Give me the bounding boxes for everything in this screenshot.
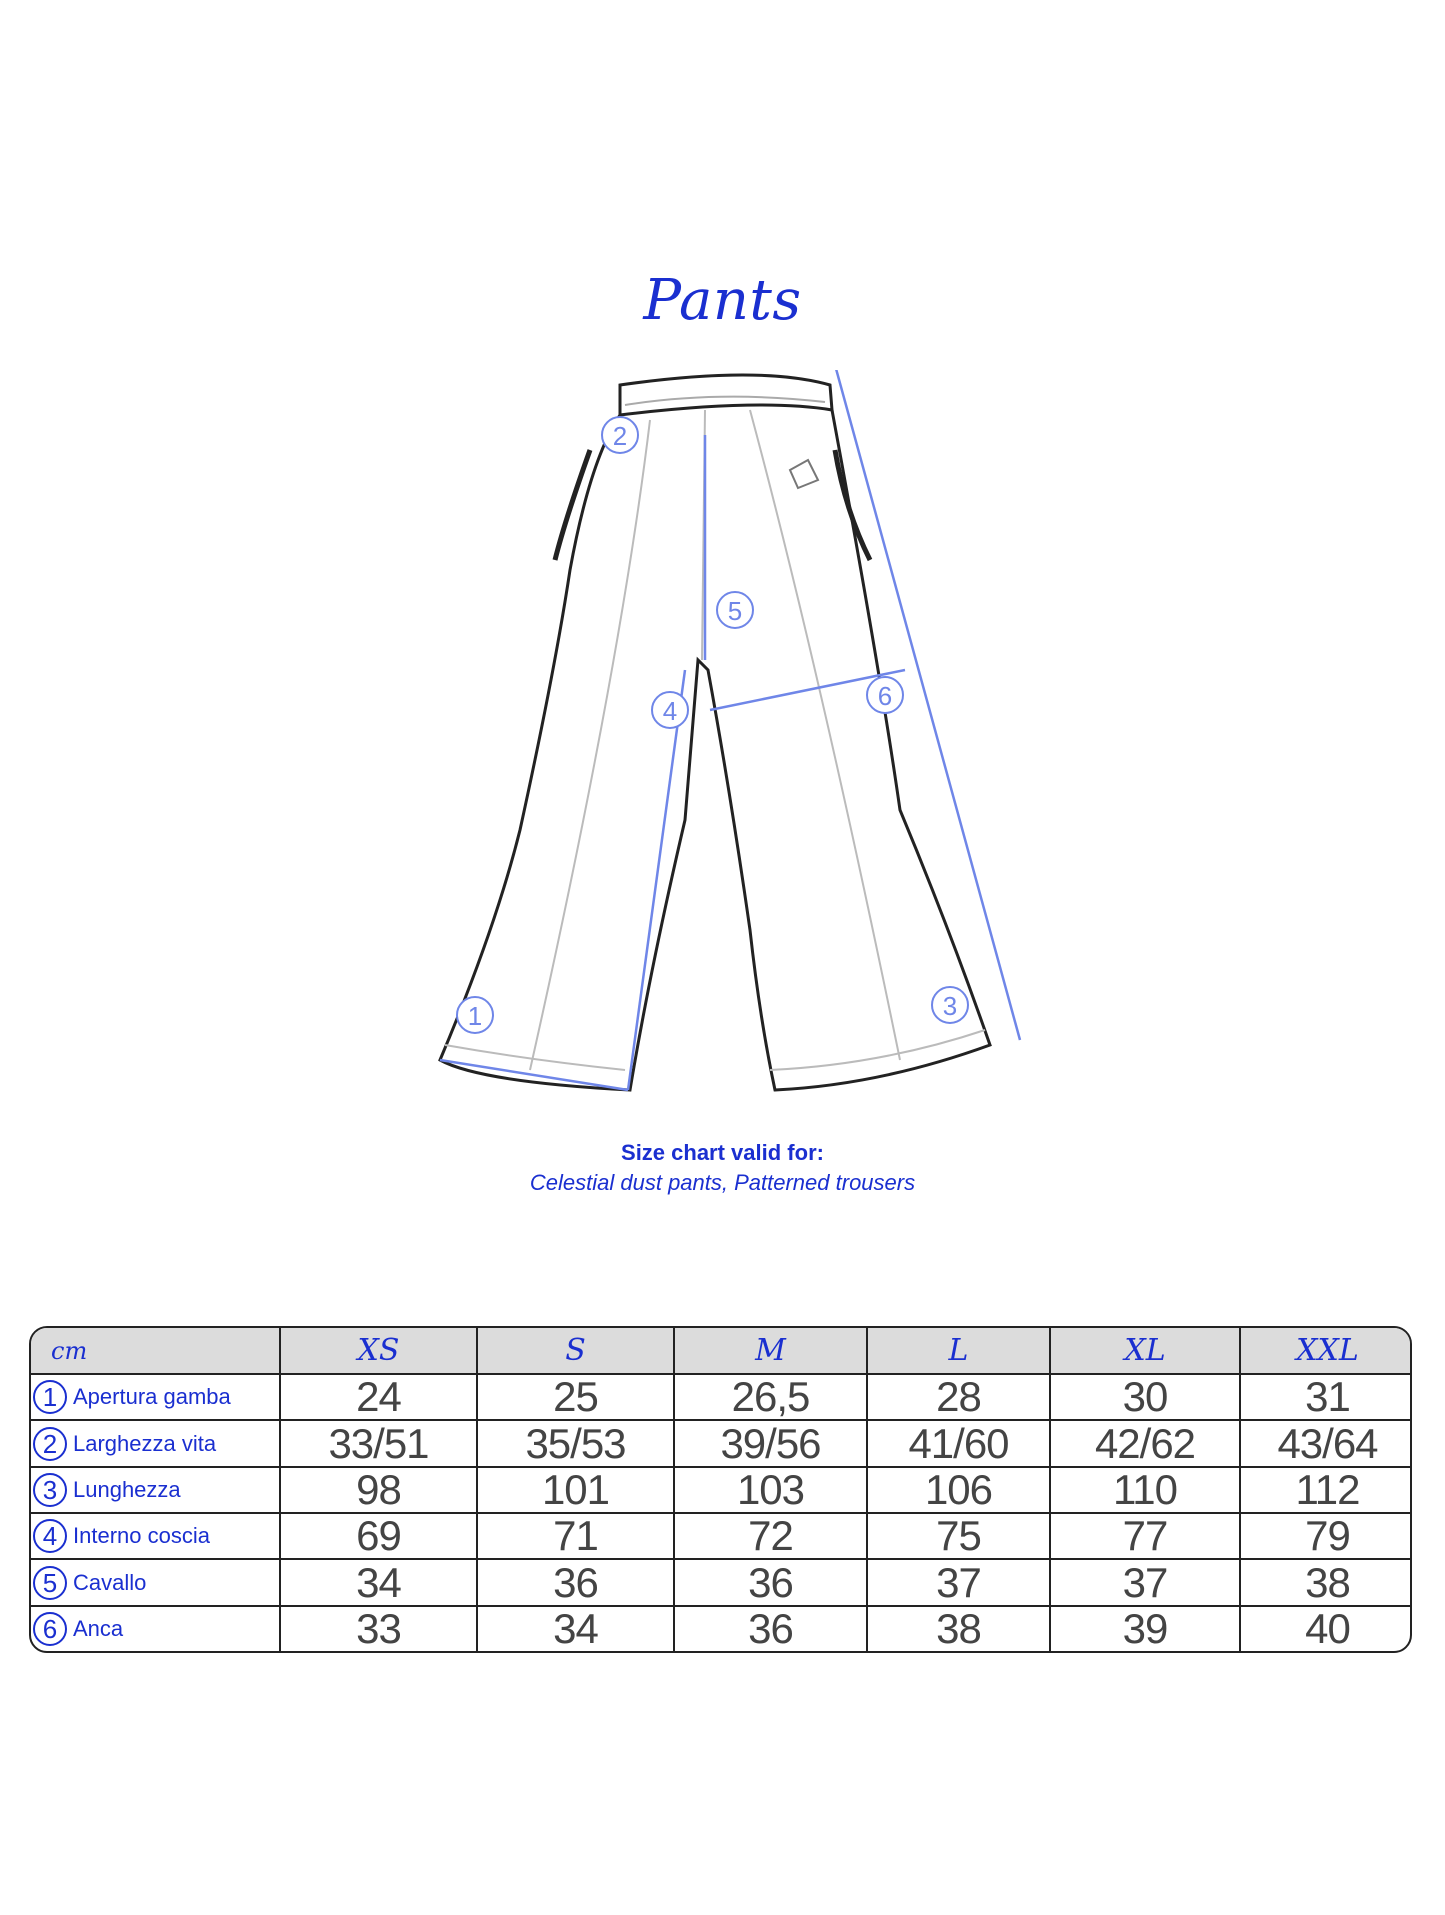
table-cell: 34 <box>477 1606 674 1651</box>
size-header-xl: XL <box>1050 1328 1240 1374</box>
table-cell: 37 <box>867 1559 1050 1605</box>
table-cell: 39 <box>1050 1606 1240 1651</box>
table-cell: 31 <box>1240 1374 1412 1420</box>
page-title: Pants <box>643 268 802 333</box>
waistband <box>620 375 832 415</box>
row-label-text: Apertura gamba <box>73 1384 231 1410</box>
table-cell: 79 <box>1240 1513 1412 1559</box>
table-row <box>31 1559 1412 1605</box>
unit-header: cm <box>31 1328 280 1374</box>
table-cell: 69 <box>280 1513 477 1559</box>
table-cell: 36 <box>477 1559 674 1605</box>
row-number-badge: 3 <box>33 1473 67 1507</box>
table-cell: 39/56 <box>674 1420 867 1466</box>
row-label-text: Lunghezza <box>73 1476 181 1502</box>
table-cell: 98 <box>280 1467 477 1513</box>
table-cell: 106 <box>867 1467 1050 1513</box>
table-cell: 72 <box>674 1513 867 1559</box>
measure-line-inseam <box>628 670 685 1090</box>
row-label <box>31 1374 280 1420</box>
marker-5 <box>717 592 753 628</box>
size-header-xs: XS <box>280 1328 477 1374</box>
row-number-badge: 1 <box>33 1380 67 1414</box>
table-cell: 26,5 <box>674 1374 867 1420</box>
row-label <box>31 1606 280 1651</box>
table-row <box>31 1420 1412 1466</box>
table-cell: 35/53 <box>477 1420 674 1466</box>
table-row <box>31 1467 1412 1513</box>
table-cell: 34 <box>280 1559 477 1605</box>
pants-outline <box>440 410 990 1090</box>
size-header-l: L <box>867 1328 1050 1374</box>
svg-text:6: 6 <box>877 681 893 711</box>
table-cell: 41/60 <box>867 1420 1050 1466</box>
row-label <box>31 1559 280 1605</box>
size-table <box>29 1326 1412 1653</box>
table-row <box>31 1374 1412 1420</box>
waistband-inner <box>625 397 825 405</box>
table-cell: 110 <box>1050 1467 1240 1513</box>
size-header-m: M <box>674 1328 867 1374</box>
row-label-text: Anca <box>73 1615 124 1641</box>
table-cell: 112 <box>1240 1467 1412 1513</box>
marker-3 <box>932 987 968 1023</box>
marker-1 <box>457 997 493 1033</box>
measure-line-leg-opening <box>440 1060 628 1090</box>
table-cell: 33 <box>280 1606 477 1651</box>
table-cell: 36 <box>674 1606 867 1651</box>
marker-2 <box>602 417 638 453</box>
table-cell: 36 <box>674 1559 867 1605</box>
row-number-badge: 6 <box>33 1612 67 1646</box>
svg-text:1: 1 <box>467 1001 483 1031</box>
row-number-badge: 4 <box>33 1519 67 1553</box>
svg-text:4: 4 <box>662 696 678 726</box>
table-cell: 43/64 <box>1240 1420 1412 1466</box>
table-row <box>31 1606 1412 1651</box>
valid-for-title: Size chart valid for: <box>621 1140 824 1165</box>
table-row <box>31 1513 1412 1559</box>
size-header-s: S <box>477 1328 674 1374</box>
marker-4 <box>652 692 688 728</box>
row-number-badge: 2 <box>33 1427 67 1461</box>
pants-illustration <box>420 370 1040 1110</box>
table-cell: 75 <box>867 1513 1050 1559</box>
svg-text:3: 3 <box>942 991 958 1021</box>
table-cell: 77 <box>1050 1513 1240 1559</box>
size-header-xxl: XXL <box>1240 1328 1412 1374</box>
row-number-badge: 5 <box>33 1566 67 1600</box>
table-cell: 28 <box>867 1374 1050 1420</box>
marker-6 <box>867 677 903 713</box>
table-cell: 38 <box>867 1606 1050 1651</box>
svg-text:5: 5 <box>727 596 743 626</box>
table-cell: 71 <box>477 1513 674 1559</box>
logo-patch <box>790 460 818 488</box>
measure-line-length <box>835 370 1020 1040</box>
row-label <box>31 1513 280 1559</box>
row-label <box>31 1420 280 1466</box>
table-cell: 101 <box>477 1467 674 1513</box>
row-label-text: Cavallo <box>73 1569 147 1595</box>
row-label-text: Interno coscia <box>73 1523 210 1549</box>
table-cell: 40 <box>1240 1606 1412 1651</box>
row-label-text: Larghezza vita <box>73 1430 217 1456</box>
valid-for-items: Celestial dust pants, Patterned trousers <box>529 1170 916 1195</box>
table-cell: 38 <box>1240 1559 1412 1605</box>
table-cell: 24 <box>280 1374 477 1420</box>
table-cell: 33/51 <box>280 1420 477 1466</box>
row-label <box>31 1467 280 1513</box>
right-pocket <box>835 450 870 560</box>
table-cell: 42/62 <box>1050 1420 1240 1466</box>
size-header-row <box>31 1328 1412 1374</box>
table-cell: 30 <box>1050 1374 1240 1420</box>
table-cell: 103 <box>674 1467 867 1513</box>
table-cell: 25 <box>477 1374 674 1420</box>
svg-text:2: 2 <box>612 421 628 451</box>
table-cell: 37 <box>1050 1559 1240 1605</box>
